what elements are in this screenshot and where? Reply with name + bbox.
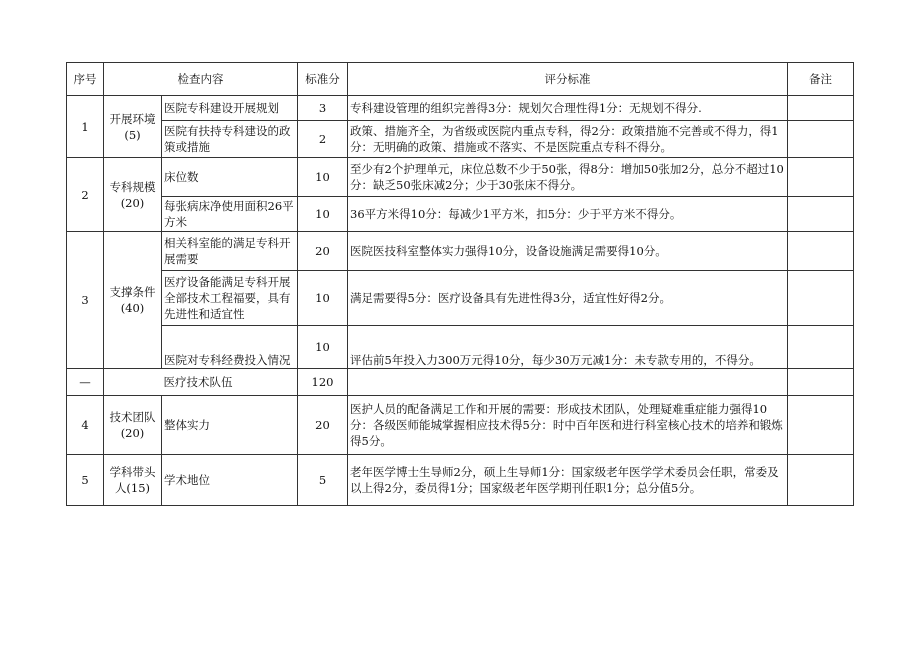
row-criteria: 至少有2个护理单元，床位总数不少于50张，得8分：增加50张加2分，总分不超过10分：缺乏50张床减2分；少于30张床不得分。 bbox=[348, 158, 788, 197]
row-criteria: 36平方米得10分：每减少1平方米，扣5分：少于平方米不得分。 bbox=[348, 197, 788, 232]
row-score: 3 bbox=[298, 96, 348, 121]
row-item: 学术地位 bbox=[162, 455, 298, 506]
row-criteria: 医护人员的配备满足工作和开展的需要：形成技术团队，处理疑难重症能力强得10分：各级医师能城掌握相应技术得5分：时中百年医和进行科室核心技术的培养和锻炼得5分。 bbox=[348, 396, 788, 455]
table-row bbox=[67, 197, 854, 232]
table-row bbox=[67, 326, 854, 369]
row-score: 10 bbox=[298, 158, 348, 197]
row-criteria: 评估前5年投入力300万元得10分，每少30万元减1分：未专款专用的，不得分。 bbox=[348, 326, 788, 369]
row-score: 20 bbox=[298, 232, 348, 271]
row-seq: 5 bbox=[67, 455, 104, 506]
table-row bbox=[67, 96, 854, 121]
row-item: 相关科室能的满足专科开展需要 bbox=[162, 232, 298, 271]
row-criteria bbox=[348, 369, 788, 396]
row-remark bbox=[788, 121, 854, 158]
row-remark bbox=[788, 396, 854, 455]
row-item: 医疗技术队伍 bbox=[162, 369, 298, 396]
row-category: 支撑条件(40) bbox=[104, 232, 162, 369]
row-remark bbox=[788, 158, 854, 197]
header-row bbox=[67, 63, 854, 96]
header-remark: 备注 bbox=[788, 63, 854, 96]
row-item: 每张病床净使用面积26平方米 bbox=[162, 197, 298, 232]
row-item: 医院有扶持专科建设的政策或措施 bbox=[162, 121, 298, 158]
header-seq: 序号 bbox=[67, 63, 104, 96]
row-seq: 2 bbox=[67, 158, 104, 232]
row-category: 学科带头人(15) bbox=[104, 455, 162, 506]
row-item: 整体实力 bbox=[162, 396, 298, 455]
row-score: 20 bbox=[298, 396, 348, 455]
row-category: 技术团队(20) bbox=[104, 396, 162, 455]
row-item: 床位数 bbox=[162, 158, 298, 197]
row-remark bbox=[788, 197, 854, 232]
scoring-table bbox=[66, 62, 854, 506]
table-row bbox=[67, 396, 854, 455]
row-seq: 4 bbox=[67, 396, 104, 455]
row-remark bbox=[788, 369, 854, 396]
row-criteria: 满足需要得5分：医疗设备具有先进性得3分，适宜性好得2分。 bbox=[348, 271, 788, 326]
table-row bbox=[67, 121, 854, 158]
row-remark bbox=[788, 455, 854, 506]
row-remark bbox=[788, 326, 854, 369]
row-seq: 3 bbox=[67, 232, 104, 369]
row-score: 10 bbox=[298, 271, 348, 326]
row-score: 2 bbox=[298, 121, 348, 158]
row-category: 专科规模(20) bbox=[104, 158, 162, 232]
row-seq: 1 bbox=[67, 96, 104, 158]
row-remark bbox=[788, 96, 854, 121]
table-row bbox=[67, 232, 854, 271]
row-category bbox=[104, 369, 162, 396]
row-criteria: 政策、措施齐全，为省级或医院内重点专科，得2分：政策措施不完善或不得力，得1分：无明确的政策、措施或不落实、不是医院重点专科不得分。 bbox=[348, 121, 788, 158]
header-criteria: 评分标准 bbox=[348, 63, 788, 96]
row-score: 120 bbox=[298, 369, 348, 396]
row-criteria: 专科建设管理的组织完善得3分：规划欠合理性得1分：无规划不得分. bbox=[348, 96, 788, 121]
table-row bbox=[67, 455, 854, 506]
table-row bbox=[67, 158, 854, 197]
table-row bbox=[67, 271, 854, 326]
row-score: 10 bbox=[298, 326, 348, 369]
row-score: 5 bbox=[298, 455, 348, 506]
row-remark bbox=[788, 271, 854, 326]
row-item: 医疗设备能满足专科开展全部技术工程福要，具有先进性和适宜性 bbox=[162, 271, 298, 326]
row-category: 开展环境(5) bbox=[104, 96, 162, 158]
row-remark bbox=[788, 232, 854, 271]
row-item: 医院对专科经费投入情况 bbox=[162, 326, 298, 369]
row-criteria: 老年医学博士生导师2分，硕上生导师1分：国家级老年医学学术委员会任职，常委及以上得2分，委员得1分；国家级老年医学期刊任职1分；总分值5分。 bbox=[348, 455, 788, 506]
header-standard-score: 标准分 bbox=[298, 63, 348, 96]
row-seq: — bbox=[67, 369, 104, 396]
header-content: 检查内容 bbox=[104, 63, 298, 96]
table-row bbox=[67, 369, 854, 396]
row-criteria: 医院医技科室整体实力强得10分，设备设施满足需要得10分。 bbox=[348, 232, 788, 271]
row-item: 医院专科建设开展规划 bbox=[162, 96, 298, 121]
row-score: 10 bbox=[298, 197, 348, 232]
